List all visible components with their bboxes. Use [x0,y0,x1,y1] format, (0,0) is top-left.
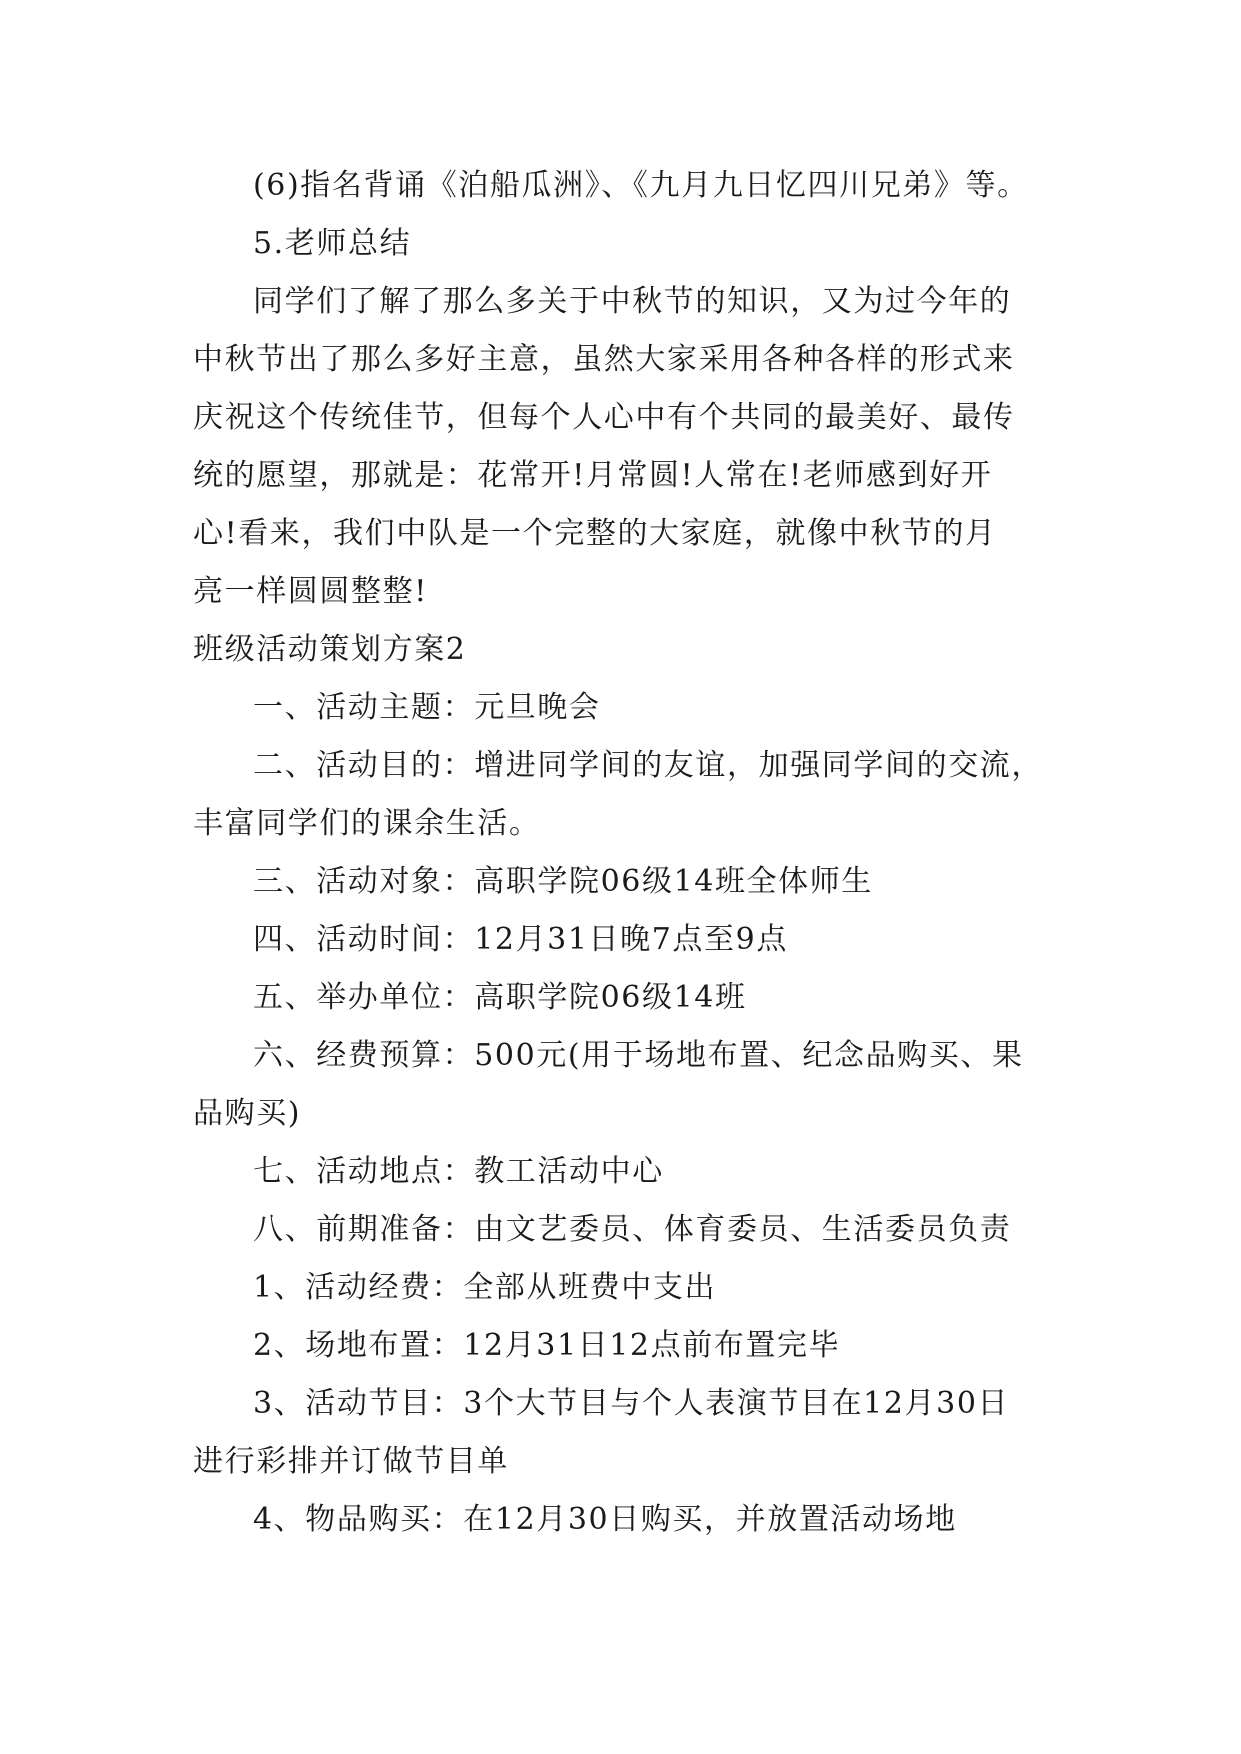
plan-item-purpose-continued: 丰富同学们的课余生活。 [193,806,541,841]
paragraph-recitation: (6)指名背诵《泊船瓜洲》、《九月九日忆四川兄弟》等。 [253,168,1029,203]
plan-item-budget-continued: 品购买) [193,1096,302,1131]
plan-item-participants: 三、活动对象：高职学院06级14班全体师生 [253,864,873,899]
prep-item-venue: 2、场地布置：12月31日12点前布置完毕 [253,1328,841,1363]
document-title: 班级活动策划方案2 [193,632,467,667]
plan-item-time: 四、活动时间：12月31日晚7点至9点 [253,922,788,957]
summary-line: 中秋节出了那么多好主意，虽然大家采用各种各样的形式来 [193,342,1015,377]
prep-item-funding: 1、活动经费：全部从班费中支出 [253,1270,717,1305]
prep-item-purchase: 4、物品购买：在12月30日购买，并放置活动场地 [253,1502,957,1537]
plan-item-organizer: 五、举办单位：高职学院06级14班 [253,980,747,1015]
plan-item-preparation: 八、前期准备：由文艺委员、体育委员、生活委员负责 [253,1212,1012,1247]
plan-item-theme: 一、活动主题：元旦晚会 [253,690,601,725]
document-body [193,157,1053,1549]
summary-line: 同学们了解了那么多关于中秋节的知识，又为过今年的 [253,284,1012,319]
section-heading-teacher-summary: 5.老师总结 [253,226,412,261]
summary-line: 亮一样圆圆整整! [193,574,428,609]
plan-item-location: 七、活动地点：教工活动中心 [253,1154,664,1189]
summary-line: 庆祝这个传统佳节，但每个人心中有个共同的最美好、最传 [193,400,1015,435]
plan-item-purpose: 二、活动目的：增进同学间的友谊，加强同学间的交流， [253,748,1043,783]
summary-line: 心!看来，我们中队是一个完整的大家庭，就像中秋节的月 [193,516,997,551]
prep-item-program-continued: 进行彩排并订做节目单 [193,1444,509,1479]
plan-item-budget: 六、经费预算：500元(用于场地布置、纪念品购买、果 [253,1038,1024,1073]
summary-line: 统的愿望，那就是：花常开!月常圆!人常在!老师感到好开 [193,458,993,493]
prep-item-program: 3、活动节目：3个大节目与个人表演节目在12月30日 [253,1386,1010,1421]
